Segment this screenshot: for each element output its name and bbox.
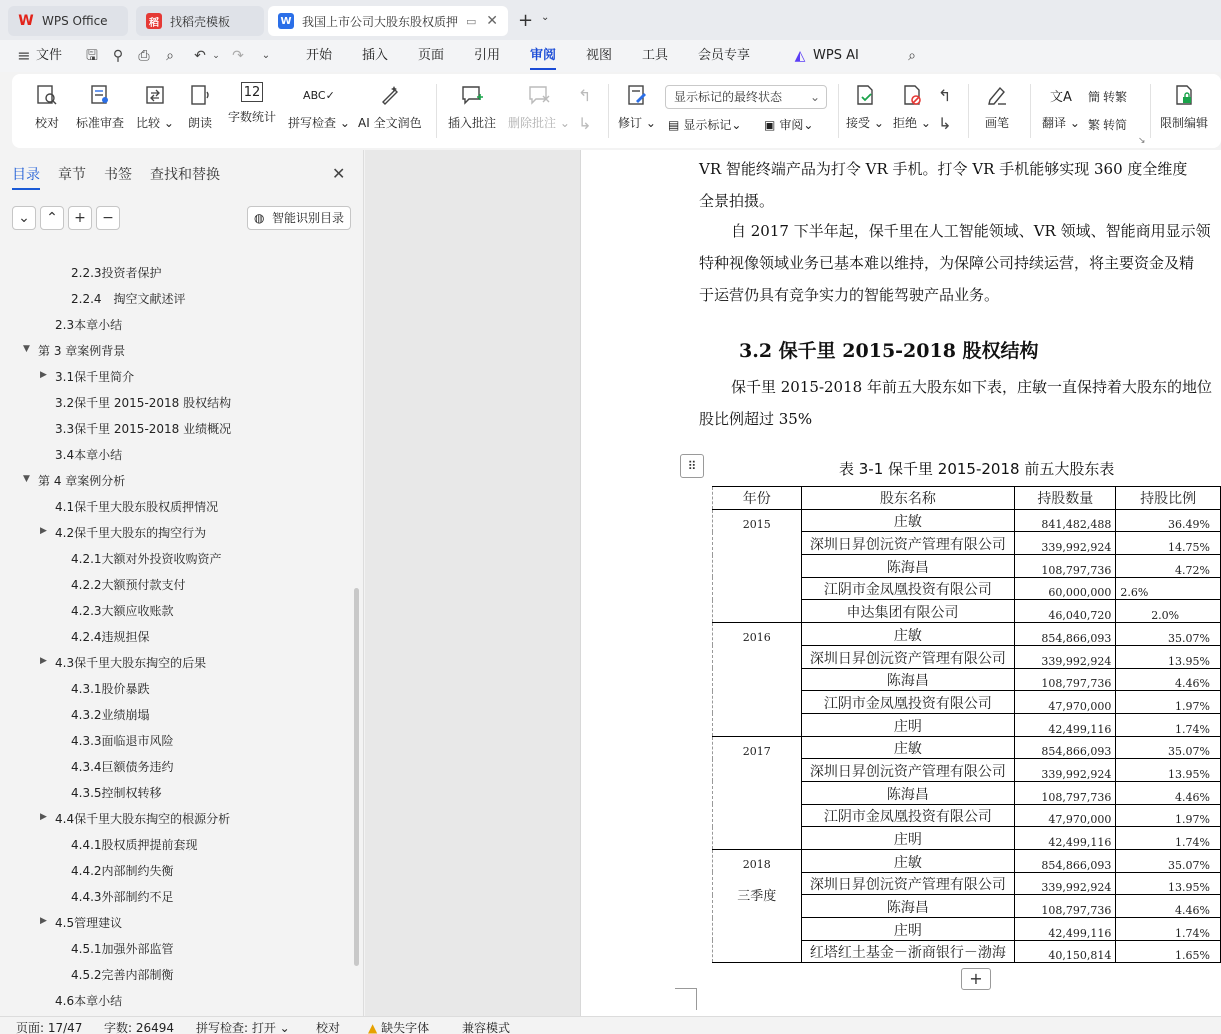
toc-item[interactable]: 4.4.1股权质押提前套现: [71, 838, 198, 852]
plus-icon: +: [969, 969, 983, 988]
shareholder-name-cell[interactable]: 庄敏: [801, 850, 1015, 873]
toc-item[interactable]: 4.3.3面临退市风险: [71, 734, 174, 748]
menu-wps-ai[interactable]: WPS AI: [813, 48, 859, 63]
toc-item[interactable]: 4.3保千里大股东掏空的后果: [55, 656, 207, 670]
shares-cell[interactable]: 339,992,924: [1015, 645, 1116, 668]
spell-check-label: 拼写检查 ⌄: [288, 116, 350, 130]
toc-list: [0, 234, 354, 1016]
toc-item[interactable]: 4.3.4巨额债务违约: [71, 760, 174, 774]
shares-cell[interactable]: 854,866,093: [1015, 623, 1116, 646]
show-markup-icon: ▤: [668, 117, 680, 132]
year-value: 2016: [742, 631, 771, 645]
reject-icon: [899, 82, 925, 108]
undo-icon[interactable]: ↶: [194, 48, 206, 64]
menu-view[interactable]: 视图: [586, 48, 613, 63]
toc-item[interactable]: 4.5管理建议: [55, 916, 123, 930]
shareholder-name-cell[interactable]: 江阴市金凤凰投资有限公司: [801, 691, 1015, 714]
document-page[interactable]: [580, 150, 1221, 1016]
toc-item[interactable]: 3.2保千里 2015-2018 股权结构: [55, 396, 232, 410]
menu-references[interactable]: 引用: [474, 48, 501, 63]
insert-comment-icon: [459, 82, 485, 108]
review-pane-label: 审阅: [779, 118, 804, 132]
table-move-handle[interactable]: ⠿: [680, 454, 704, 478]
pen-icon: [984, 82, 1010, 108]
shareholder-name-cell[interactable]: 庄明: [801, 713, 1015, 736]
tab-label: WPS Office: [42, 14, 108, 28]
more-chevron-icon[interactable]: ⌄: [261, 50, 271, 61]
to-simplified-label: 转简: [1103, 118, 1128, 132]
header-year: 年份: [713, 487, 802, 510]
track-changes-button[interactable]: [618, 82, 656, 131]
markup-mode-value: 显示标记的最终状态: [674, 90, 783, 104]
shareholder-name-cell[interactable]: 江阴市金凤凰投资有限公司: [801, 804, 1015, 827]
next-change-icon[interactable]: ↳: [938, 114, 952, 133]
ribbon-divider: [1030, 84, 1031, 138]
read-aloud-label: 朗读: [187, 116, 212, 130]
menu-file[interactable]: 文件: [36, 48, 63, 63]
close-pane-icon[interactable]: ✕: [332, 164, 346, 183]
simplified-icon: 繁: [1088, 118, 1101, 132]
proofread-icon: [34, 82, 60, 108]
print-icon[interactable]: ⎙: [138, 48, 150, 64]
expand-arrow-icon[interactable]: ▼: [23, 474, 30, 484]
ratio-cell[interactable]: 13.95%: [1116, 872, 1221, 895]
missing-font-status[interactable]: ▲ 缺失字体: [368, 1021, 430, 1034]
ratio-cell[interactable]: 13.95%: [1116, 759, 1221, 782]
docer-icon: 稻: [146, 13, 162, 29]
title-bar: [0, 0, 1221, 40]
toc-item[interactable]: 4.1保千里大股东股权质押情况: [55, 500, 219, 514]
nav-tab-bookmarks[interactable]: 书签: [104, 167, 132, 183]
accept-icon: [852, 82, 878, 108]
ratio-cell[interactable]: 35.07%: [1116, 623, 1221, 646]
word-count-indicator[interactable]: 字数: 26494: [104, 1021, 175, 1034]
word-count-icon: 12: [241, 82, 263, 102]
year-cell: [713, 850, 802, 963]
toc-item[interactable]: 4.5.2完善内部制衡: [71, 968, 174, 982]
word-doc-icon: W: [278, 13, 294, 29]
toc-item[interactable]: 4.6本章小结: [55, 994, 123, 1008]
ratio-cell[interactable]: 4.72%: [1116, 555, 1221, 578]
menu-tools[interactable]: 工具: [642, 48, 669, 63]
save-icon[interactable]: 🖫: [86, 48, 98, 64]
ribbon-divider: [436, 84, 437, 138]
paragraph-line: 保千里 2015-2018 年前五大股东如下表，庄敏一直保持着大股东的地位: [731, 378, 1212, 396]
standard-review-icon: [87, 82, 113, 108]
shareholder-name-cell[interactable]: 深圳日昇创沅资产管理有限公司: [801, 532, 1015, 555]
smart-toc-button[interactable]: [247, 206, 351, 230]
shareholder-name-cell[interactable]: 庄明: [801, 918, 1015, 941]
shareholder-name-cell[interactable]: 庄敏: [801, 736, 1015, 759]
hamburger-menu-icon[interactable]: ≡: [17, 46, 31, 65]
pen-button[interactable]: [984, 82, 1010, 131]
toc-item[interactable]: 4.3.5控制权转移: [71, 786, 162, 800]
year-cell: [713, 623, 802, 736]
nav-tab-find-replace[interactable]: 查找和替换: [150, 167, 220, 183]
ratio-cell[interactable]: 1.97%: [1116, 804, 1221, 827]
collapse-all-button[interactable]: [12, 206, 36, 230]
page-indicator[interactable]: 页面: 17/47: [16, 1021, 83, 1034]
translate-button[interactable]: [1042, 82, 1080, 131]
shareholder-name-cell[interactable]: 申达集团有限公司: [801, 600, 1015, 623]
spell-check-button[interactable]: [288, 82, 350, 131]
ratio-cell[interactable]: 1.74%: [1116, 827, 1221, 850]
shareholder-name-cell[interactable]: 庄敏: [801, 623, 1015, 646]
toc-item[interactable]: 4.5.1加强外部监管: [71, 942, 174, 956]
previous-change-icon[interactable]: ↰: [938, 86, 952, 105]
chevron-down-icon[interactable]: ⌄: [541, 12, 550, 23]
shares-cell[interactable]: 854,866,093: [1015, 850, 1116, 873]
toc-item[interactable]: 4.2保千里大股东的掏空行为: [55, 526, 207, 540]
ratio-cell[interactable]: 4.46%: [1116, 668, 1221, 691]
print-preview-icon[interactable]: ⌕: [166, 48, 174, 64]
ai-polish-icon: [377, 82, 403, 108]
remove-heading-button[interactable]: [96, 206, 120, 230]
shares-cell[interactable]: 108,797,736: [1015, 668, 1116, 691]
shares-cell[interactable]: 42,499,116: [1015, 918, 1116, 941]
smart-recognize-icon: ◍: [254, 211, 265, 225]
ratio-cell[interactable]: 35.07%: [1116, 850, 1221, 873]
proofread-status[interactable]: 校对: [316, 1021, 341, 1034]
review-pane-button[interactable]: ▣ 审阅 ⌄: [764, 117, 814, 132]
ratio-cell[interactable]: 4.46%: [1116, 781, 1221, 804]
ratio-cell[interactable]: 35.07%: [1116, 736, 1221, 759]
year-sub-value: 三季度: [737, 889, 777, 904]
year-value: 2018: [742, 858, 771, 871]
nav-scrollbar[interactable]: [354, 588, 359, 966]
shareholder-name-cell[interactable]: 陈海昌: [801, 895, 1015, 918]
shareholder-name-cell[interactable]: 庄明: [801, 827, 1015, 850]
accept-label: 接受 ⌄: [846, 116, 884, 130]
header-ratio: 持股比例: [1116, 487, 1221, 510]
toc-item[interactable]: 4.2.4违规担保: [71, 630, 150, 644]
ratio-cell[interactable]: 2.0%: [1116, 600, 1221, 623]
ribbon-divider: [608, 84, 609, 138]
menu-bar: [0, 40, 1221, 72]
year-value: 2017: [742, 744, 771, 758]
shareholder-name-cell[interactable]: 深圳日昇创沅资产管理有限公司: [801, 872, 1015, 895]
paragraph-line: 自 2017 下半年起，保千里在人工智能领域、VR 领域、智能商用显示领: [731, 222, 1211, 240]
wps-logo-icon: W: [18, 13, 34, 29]
spell-check-status[interactable]: 拼写检查: 打开 ⌄: [196, 1021, 290, 1034]
proofread-label: 校对: [34, 116, 59, 130]
toc-item[interactable]: 4.4.2内部制约失衡: [71, 864, 174, 878]
shareholder-name-cell[interactable]: 庄敏: [801, 509, 1015, 532]
shareholder-name-cell[interactable]: 江阴市金凤凰投资有限公司: [801, 577, 1015, 600]
table-header-row: [713, 487, 1221, 510]
toc-item[interactable]: 2.2.4 掏空文献述评: [71, 292, 186, 306]
collapse-arrow-icon[interactable]: ▶: [40, 916, 47, 926]
compat-mode-status: 兼容模式: [462, 1021, 511, 1034]
paragraph-line: VR 智能终端产品为打令 VR 手机。打令 VR 手机能够实现 360 度全维度: [699, 160, 1188, 178]
toc-item[interactable]: 2.3本章小结: [55, 318, 123, 332]
pen-label: 画笔: [984, 116, 1009, 130]
add-row-button[interactable]: [961, 968, 991, 990]
proofread-button[interactable]: [34, 82, 60, 131]
shareholder-name-cell[interactable]: 陈海昌: [801, 555, 1015, 578]
menu-membership[interactable]: 会员专享: [698, 48, 751, 63]
wps-ai-icon: ◭: [794, 48, 806, 64]
ratio-cell[interactable]: 1.65%: [1116, 940, 1221, 963]
chevron-down-icon: ⌄: [18, 210, 30, 226]
status-bar: [0, 1016, 1221, 1034]
track-changes-label: 修订 ⌄: [618, 116, 656, 130]
tab-current-document[interactable]: [268, 6, 508, 36]
delete-comment-button[interactable]: [508, 82, 570, 131]
page-corner-mark: [675, 988, 697, 1010]
collapse-arrow-icon[interactable]: ▶: [40, 526, 47, 536]
word-count-label: 字数统计: [228, 110, 277, 124]
paragraph-line: 股比例超过 35%: [699, 410, 813, 428]
shares-cell[interactable]: 108,797,736: [1015, 555, 1116, 578]
toc-item[interactable]: 3.3保千里 2015-2018 业绩概况: [55, 422, 232, 436]
move-up-button[interactable]: [40, 206, 64, 230]
read-aloud-icon: [187, 82, 213, 108]
standard-review-label: 标准审查: [76, 116, 125, 130]
table-caption: 表 3-1 保千里 2015-2018 前五大股东表: [839, 460, 1115, 478]
toc-item[interactable]: 4.4.3外部制约不足: [71, 890, 174, 904]
document-area: [365, 150, 1221, 1016]
toc-item[interactable]: 4.4保千里大股东掏空的根源分析: [55, 812, 231, 826]
shareholder-name-cell[interactable]: 陈海昌: [801, 781, 1015, 804]
new-tab-icon[interactable]: +: [518, 10, 534, 31]
tab-wps-office[interactable]: [8, 6, 128, 36]
menu-home[interactable]: 开始: [306, 48, 333, 63]
standard-review-button[interactable]: [76, 82, 124, 131]
shareholder-name-cell[interactable]: 红塔红土基金－浙商银行－渤海: [801, 940, 1015, 963]
year-cell: [713, 509, 802, 622]
minus-icon: −: [102, 210, 114, 226]
redo-icon[interactable]: ↷: [232, 48, 244, 64]
previous-comment-icon[interactable]: ↰: [578, 86, 592, 105]
menu-insert[interactable]: 插入: [362, 48, 389, 63]
track-changes-icon: [624, 82, 650, 108]
shareholder-name-cell[interactable]: 陈海昌: [801, 668, 1015, 691]
restrict-editing-icon: [1171, 82, 1197, 108]
traditional-icon: 簡: [1088, 90, 1101, 104]
nav-tab-toc[interactable]: 目录: [12, 164, 40, 184]
show-markup-button[interactable]: ▤ 显示标记 ⌄: [668, 117, 742, 132]
toc-item[interactable]: 第 3 章案例背景: [38, 344, 126, 358]
ratio-cell[interactable]: 4.46%: [1116, 895, 1221, 918]
delete-comment-label: 删除批注 ⌄: [508, 116, 570, 130]
plus-icon: +: [74, 210, 86, 226]
delete-comment-icon: [526, 82, 552, 108]
insert-comment-button[interactable]: [448, 82, 496, 131]
collapse-arrow-icon[interactable]: ▶: [40, 370, 47, 380]
shares-cell[interactable]: 40,150,814: [1015, 940, 1116, 963]
compare-button[interactable]: [136, 82, 174, 131]
ratio-cell[interactable]: 1.97%: [1116, 691, 1221, 714]
translate-icon: 文A: [1049, 89, 1072, 105]
ratio-cell[interactable]: 1.74%: [1116, 918, 1221, 941]
chevron-down-icon: ⌄: [809, 90, 820, 104]
smart-toc-label: 智能识别目录: [272, 211, 345, 225]
nav-tab-sections[interactable]: 章节: [58, 167, 86, 183]
word-count-button[interactable]: [228, 82, 276, 125]
paragraph-line: 于运营仍具有竞争实力的智能驾驶产品业务。: [699, 286, 1000, 304]
shares-cell[interactable]: 841,482,488: [1015, 509, 1116, 532]
reject-button[interactable]: [893, 82, 931, 131]
toc-item[interactable]: 3.1保千里简介: [55, 370, 135, 384]
toc-item[interactable]: 第 4 章案例分析: [38, 474, 126, 488]
table-row: [713, 850, 1221, 873]
shares-cell[interactable]: 854,866,093: [1015, 736, 1116, 759]
tab-label: 找稻壳模板: [170, 14, 231, 29]
shares-cell[interactable]: 108,797,736: [1015, 895, 1116, 918]
toc-item[interactable]: 4.2.3大额应收账款: [71, 604, 174, 618]
translate-label: 翻译 ⌄: [1042, 116, 1080, 130]
shareholder-name-cell[interactable]: 深圳日昇创沅资产管理有限公司: [801, 645, 1015, 668]
year-cell: [713, 736, 802, 849]
toc-item[interactable]: 3.4本章小结: [55, 448, 123, 462]
paragraph-line: 特种视像领域业务已基本难以维持，为保障公司持续运营，将主要资金及精: [699, 254, 1195, 272]
year-value: 2015: [742, 517, 771, 531]
review-pane-icon: ▣: [764, 117, 776, 132]
markup-mode-select[interactable]: [665, 85, 827, 109]
compare-label: 比较 ⌄: [136, 116, 174, 130]
accept-button[interactable]: [846, 82, 884, 131]
add-heading-button[interactable]: [68, 206, 92, 230]
shares-cell[interactable]: 42,499,116: [1015, 827, 1116, 850]
navigation-pane: [0, 150, 364, 1016]
to-simplified-button[interactable]: [1088, 116, 1127, 133]
ribbon-divider: [838, 84, 839, 138]
shares-cell[interactable]: 339,992,924: [1015, 872, 1116, 895]
menu-review[interactable]: 审阅: [530, 40, 556, 72]
toc-item[interactable]: 4.2.2大额预付款支付: [71, 578, 186, 592]
undo-dropdown-icon[interactable]: ⌄: [212, 51, 220, 61]
header-shares: 持股数量: [1015, 487, 1116, 510]
show-markup-label: 显示标记: [683, 118, 732, 132]
reject-label: 拒绝 ⌄: [893, 116, 931, 130]
toc-item[interactable]: 4.3.1股价暴跌: [71, 682, 150, 696]
shares-cell[interactable]: 60,000,000: [1015, 577, 1116, 600]
expand-arrow-icon[interactable]: ▼: [23, 344, 30, 354]
shareholder-table: [712, 486, 1221, 963]
tab-label: 我国上市公司大股东股权质押: [302, 14, 459, 29]
shares-cell[interactable]: 108,797,736: [1015, 781, 1116, 804]
next-comment-icon[interactable]: ↳: [578, 114, 592, 133]
insert-comment-label: 插入批注: [448, 116, 497, 130]
spell-check-icon: ABC✓: [303, 88, 335, 102]
link-icon[interactable]: ⚲: [112, 48, 124, 64]
table-row: [713, 623, 1221, 646]
dialog-launcher-icon[interactable]: ↘: [1138, 136, 1146, 146]
restrict-editing-button[interactable]: [1160, 82, 1208, 131]
ratio-cell[interactable]: 1.74%: [1116, 713, 1221, 736]
paragraph-line: 全景拍摄。: [699, 192, 775, 210]
read-aloud-button[interactable]: [187, 82, 213, 131]
to-traditional-label: 转繁: [1103, 90, 1128, 104]
shares-cell[interactable]: 42,499,116: [1015, 713, 1116, 736]
collapse-arrow-icon[interactable]: ▶: [40, 812, 47, 822]
ratio-cell[interactable]: 36.49%: [1116, 509, 1221, 532]
collapse-arrow-icon[interactable]: ▶: [40, 656, 47, 666]
shareholder-name-cell[interactable]: 深圳日昇创沅资产管理有限公司: [801, 759, 1015, 782]
to-traditional-button[interactable]: [1088, 88, 1127, 105]
search-icon[interactable]: ⌕: [908, 48, 916, 64]
ai-polish-button[interactable]: [358, 82, 422, 131]
ribbon-divider: [968, 84, 969, 138]
toc-item[interactable]: 4.2.1大额对外投资收购资产: [71, 552, 222, 566]
warning-icon: ▲: [368, 1021, 378, 1034]
ai-polish-label: AI 全文润色: [358, 116, 422, 130]
chevron-up-icon: ⌃: [46, 210, 58, 226]
ribbon-divider: [1150, 84, 1151, 138]
review-ribbon: [12, 74, 1221, 148]
ratio-cell[interactable]: 13.95%: [1116, 645, 1221, 668]
shares-cell[interactable]: 339,992,924: [1015, 759, 1116, 782]
shares-cell[interactable]: 46,040,720: [1015, 600, 1116, 623]
table-row: [713, 736, 1221, 759]
tab-docer-templates[interactable]: [136, 6, 264, 36]
toc-item[interactable]: 4.3.2业绩崩塌: [71, 708, 150, 722]
shares-cell[interactable]: 47,970,000: [1015, 691, 1116, 714]
ratio-cell[interactable]: 2.6%: [1116, 577, 1221, 600]
shares-cell[interactable]: 339,992,924: [1015, 532, 1116, 555]
section-heading: 3.2 保千里 2015-2018 股权结构: [739, 340, 1039, 362]
shares-cell[interactable]: 47,970,000: [1015, 804, 1116, 827]
compare-icon: [142, 82, 168, 108]
ratio-cell[interactable]: 14.75%: [1116, 532, 1221, 555]
header-name: 股东名称: [801, 487, 1015, 510]
monitor-icon[interactable]: ▭: [466, 14, 477, 28]
close-tab-icon[interactable]: ✕: [486, 13, 498, 29]
table-row: [713, 509, 1221, 532]
restrict-editing-label: 限制编辑: [1160, 116, 1209, 130]
menu-page[interactable]: 页面: [418, 48, 445, 63]
toc-item[interactable]: 2.2.3投资者保护: [71, 266, 162, 280]
